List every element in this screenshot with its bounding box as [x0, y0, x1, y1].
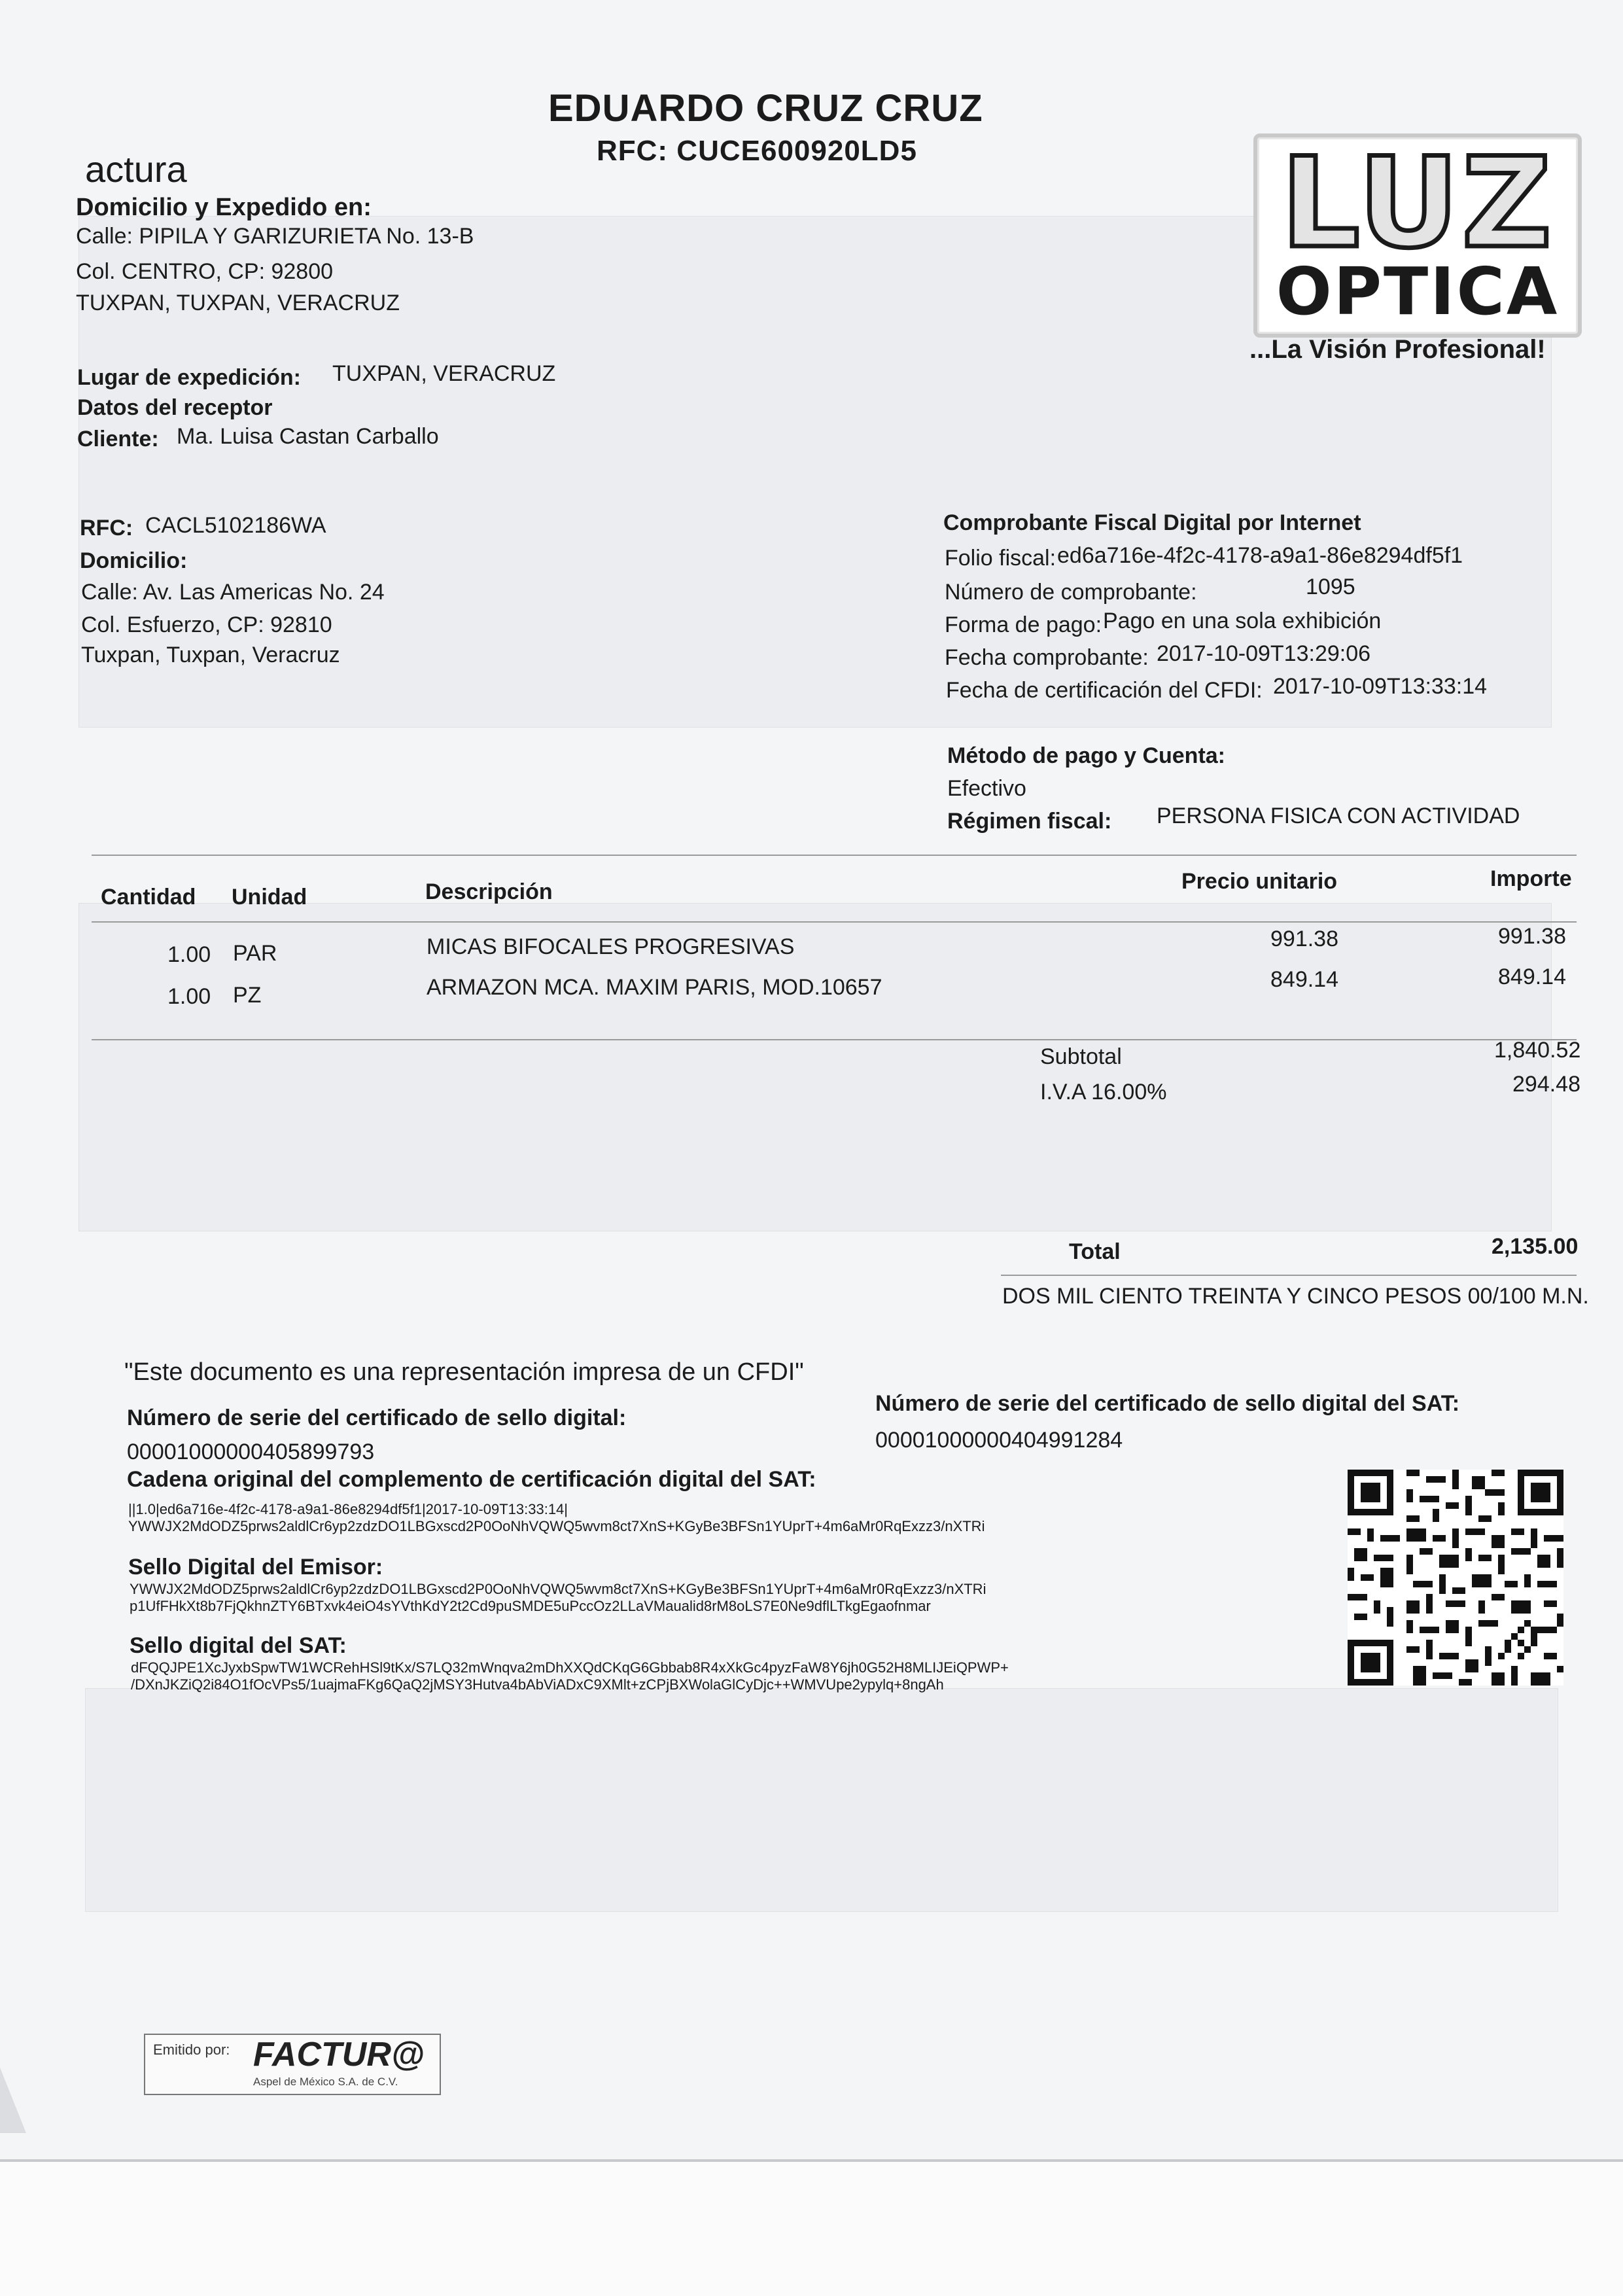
row-1-cantidad: 1.00: [167, 942, 211, 967]
receptor-address-line-1: Calle: Av. Las Americas No. 24: [81, 580, 385, 605]
issuer-address-line-1: Calle: PIPILA Y GARIZURIETA No. 13-B: [76, 224, 474, 249]
issuer-name: EDUARDO CRUZ CRUZ: [548, 87, 983, 130]
cliente-value: Ma. Luisa Castan Carballo: [177, 424, 439, 449]
row-1-precio: 991.38: [1270, 927, 1338, 951]
col-cantidad: Cantidad: [101, 885, 196, 910]
row-2-importe: 849.14: [1498, 964, 1566, 989]
cliente-label: Cliente:: [77, 427, 159, 451]
row-2-cantidad: 1.00: [167, 984, 211, 1009]
receptor-domicilio-label: Domicilio:: [80, 548, 188, 573]
factur-subtitle: Aspel de México S.A. de C.V.: [253, 2075, 398, 2088]
metodo-label: Método de pago y Cuenta:: [947, 743, 1225, 768]
qr-code: [1348, 1470, 1563, 1686]
logo-word-optica: OPTICA: [1276, 253, 1560, 330]
cadena-label: Cadena original del complemento de certificación digital del SAT:: [127, 1467, 816, 1492]
col-importe: Importe: [1490, 866, 1572, 891]
document-type: actura: [85, 149, 187, 190]
table-header-rule: [92, 921, 1577, 923]
receptor-address-line-3: Tuxpan, Tuxpan, Veracruz: [81, 643, 340, 667]
table-top-rule: [92, 855, 1577, 856]
metodo-value: Efectivo: [947, 776, 1026, 801]
issuer-address-line-3: TUXPAN, TUXPAN, VERACRUZ: [76, 291, 400, 315]
row-1-importe: 991.38: [1498, 924, 1566, 949]
issuer-address-line-2: Col. CENTRO, CP: 92800: [76, 259, 334, 284]
logo-word-luz: LUZ: [1280, 131, 1555, 275]
emitido-label: Emitido por:: [153, 2041, 230, 2058]
row-1-unidad: PAR: [233, 941, 277, 966]
sello-emisor-label: Sello Digital del Emisor:: [128, 1555, 383, 1580]
sello-sat-line-1: dFQQJPE1XcJyxbSpwTW1WCRehHSl9tKx/S7LQ32mWnqva2mDhXXQdCKqG6Gbbab8R4xXkGc4pyzFaW8Y6jh0G52H8MLIJEiQPWP+: [131, 1659, 1009, 1676]
forma-value: Pago en una sola exhibición: [1103, 609, 1382, 633]
row-2-unidad: PZ: [233, 983, 262, 1008]
numero-label: Número de comprobante:: [945, 580, 1197, 605]
row-1-descripcion: MICAS BIFOCALES PROGRESIVAS: [427, 934, 795, 959]
total-in-words: DOS MIL CIENTO TREINTA Y CINCO PESOS 00/100 M.N.: [1002, 1284, 1589, 1309]
sello-emisor-line-2: p1UfFHkXt8b7FjQkhnZTY6BTxvk4eiO4sYVthKdY2t2Cd9puSMDE5uPccOz2LLaVMaualid8rM8oLS7E0Ne9dflLTkgEgaofnmar: [130, 1598, 931, 1614]
sello-sat-label: Sello digital del SAT:: [130, 1633, 347, 1658]
receptor-address-line-2: Col. Esfuerzo, CP: 92810: [81, 612, 332, 637]
serie-sat-label: Número de serie del certificado de sello digital del SAT:: [875, 1391, 1460, 1416]
subtotal-label: Subtotal: [1040, 1044, 1122, 1069]
factur-brand: FACTUR@: [253, 2036, 425, 2074]
lugar-value: TUXPAN, VERACRUZ: [332, 361, 556, 386]
col-precio: Precio unitario: [1181, 869, 1338, 894]
emitido-por-stamp: [144, 2034, 441, 2095]
iva-value: 294.48: [1512, 1072, 1580, 1097]
col-descripcion: Descripción: [425, 879, 553, 904]
row-2-descripcion: ARMAZON MCA. MAXIM PARIS, MOD.10657: [427, 975, 882, 1000]
luz-optica-logo: [1253, 133, 1582, 338]
fecha-value: 2017-10-09T13:29:06: [1157, 641, 1371, 666]
cadena-line-1: ||1.0|ed6a716e-4f2c-4178-a9a1-86e8294df5f1|2017-10-09T13:33:14|: [128, 1501, 568, 1517]
cfdi-title: Comprobante Fiscal Digital por Internet: [943, 510, 1361, 535]
cadena-line-2: YWWJX2MdODZ5prws2aldlCr6yp2zdzDO1LBGxscd2P0OoNhVQWQ5wvm8ct7XnS+KGyBe3BFSn1YUprT+4m6aMr0RqExzz3/nXTRi: [128, 1518, 985, 1534]
page-fold-corner: [0, 2068, 26, 2133]
folio-value: ed6a716e-4f2c-4178-a9a1-86e8294df5f1: [1057, 543, 1463, 568]
cert-label: Fecha de certificación del CFDI:: [946, 678, 1263, 703]
receptor-rfc-label: RFC:: [80, 516, 133, 540]
sello-emisor-line-1: YWWJX2MdODZ5prws2aldlCr6yp2zdzDO1LBGxscd2P0OoNhVQWQ5wvm8ct7XnS+KGyBe3BFSn1YUprT+4m6aMr0RqExzz3/nXTRi: [130, 1581, 986, 1597]
total-label: Total: [1069, 1239, 1121, 1264]
receptor-title: Datos del receptor: [77, 395, 273, 420]
domicilio-title: Domicilio y Expedido en:: [76, 194, 372, 221]
regimen-label: Régimen fiscal:: [947, 809, 1112, 834]
issuer-rfc: RFC: CUCE600920LD5: [597, 135, 917, 167]
total-rule: [1001, 1275, 1577, 1276]
folio-label: Folio fiscal:: [945, 546, 1056, 571]
subtotal-value: 1,840.52: [1494, 1038, 1581, 1063]
serie-label: Número de serie del certificado de sello digital:: [127, 1405, 627, 1430]
iva-label: I.V.A 16.00%: [1040, 1080, 1167, 1104]
numero-value: 1095: [1306, 574, 1355, 599]
fecha-label: Fecha comprobante:: [945, 645, 1149, 670]
table-bottom-rule: [92, 1039, 1577, 1040]
total-value: 2,135.00: [1492, 1234, 1579, 1259]
logo-tagline: ...La Visión Profesional!: [1249, 335, 1546, 364]
forma-label: Forma de pago:: [945, 612, 1102, 637]
row-2-precio: 849.14: [1270, 967, 1338, 992]
lugar-label: Lugar de expedición:: [77, 365, 301, 390]
cert-value: 2017-10-09T13:33:14: [1273, 674, 1488, 699]
serie-sat-value: 00001000000404991284: [875, 1428, 1123, 1453]
sello-sat-line-2: /DXnJKZiQ2i84O1fOcVPs5/1uajmaFKg6QaQ2jMSY3Hutva4bAbViADxC9XMlt+zCPjBXWolaGlCyDjc++WMVUpe2ypylq+8ngAh: [131, 1676, 944, 1693]
receptor-rfc-value: CACL5102186WA: [145, 513, 326, 538]
bleed-through-form-middle: [79, 903, 1552, 1231]
col-unidad: Unidad: [232, 885, 307, 910]
scan-bottom-margin: [0, 2162, 1623, 2296]
regimen-value: PERSONA FISICA CON ACTIVIDAD: [1157, 804, 1520, 828]
bleed-through-form-bottom: [85, 1688, 1558, 1912]
serie-value: 00001000000405899793: [127, 1439, 375, 1464]
cfdi-representation-note: "Este documento es una representación impresa de un CFDI": [124, 1358, 804, 1386]
